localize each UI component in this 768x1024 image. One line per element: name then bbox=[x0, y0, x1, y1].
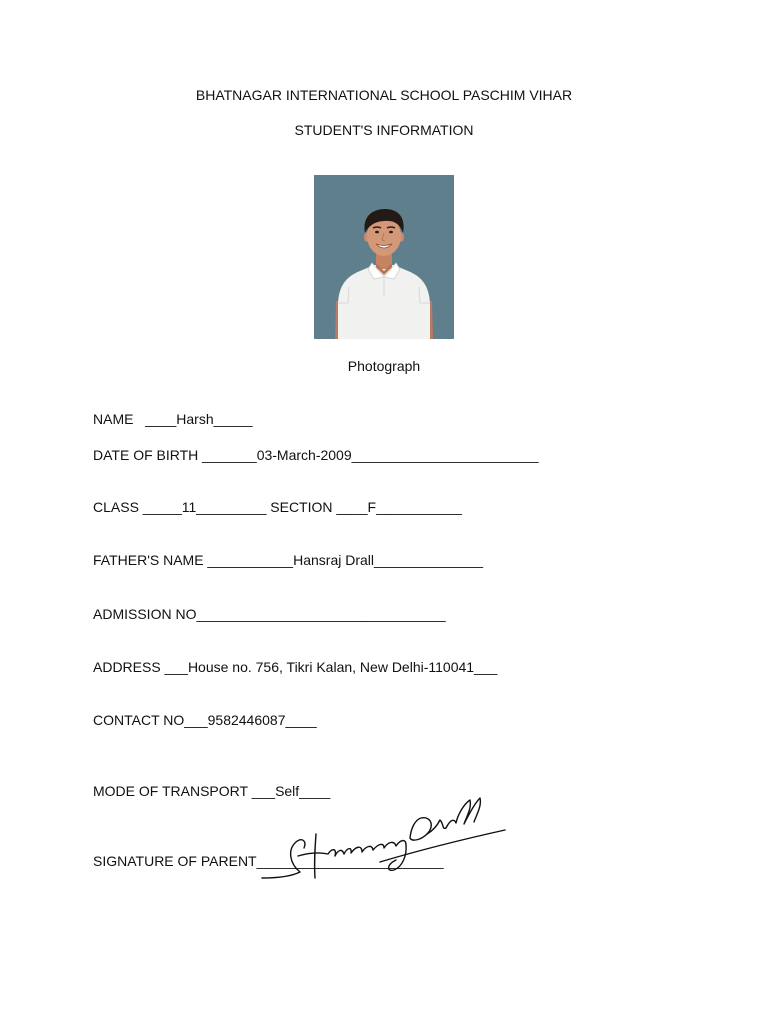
class-value: 11 bbox=[181, 499, 197, 515]
address-value: House no. 756, Tikri Kalan, New Delhi-110041 bbox=[187, 659, 475, 675]
class-blank-before: _____ bbox=[138, 499, 182, 515]
class-section-field bbox=[93, 499, 462, 515]
contact-no-blank-after: ____ bbox=[285, 712, 317, 728]
address-blank-before: ___ bbox=[160, 659, 188, 675]
address-label: ADDRESS bbox=[93, 659, 161, 675]
class-blank-after: _________ bbox=[196, 499, 267, 515]
school-name: BHATNAGAR INTERNATIONAL SCHOOL PASCHIM VIHAR bbox=[195, 87, 573, 103]
fathers-name-blank-after: ______________ bbox=[374, 552, 484, 568]
fathers-name-label: FATHER'S NAME bbox=[93, 552, 204, 568]
date-of-birth-blank-after: ________________________ bbox=[351, 447, 539, 463]
name-field bbox=[93, 411, 253, 427]
signature-line: ________________________ bbox=[256, 853, 444, 869]
contact-no-label: CONTACT NO bbox=[93, 712, 185, 728]
name-value: Harsh bbox=[176, 411, 214, 427]
mode-of-transport-label: MODE OF TRANSPORT bbox=[93, 783, 248, 799]
student-photo bbox=[314, 175, 454, 339]
section-value: F bbox=[367, 499, 377, 515]
admission-no-field bbox=[93, 606, 446, 622]
fathers-name-value: Hansraj Drall bbox=[293, 552, 375, 568]
parent-signature bbox=[250, 790, 515, 885]
contact-no-value: 9582446087 bbox=[207, 712, 286, 728]
fathers-name-blank-before: ___________ bbox=[203, 552, 294, 568]
photo-caption: Photograph bbox=[347, 358, 421, 374]
class-label: CLASS bbox=[93, 499, 139, 515]
address-blank-after: ___ bbox=[474, 659, 498, 675]
admission-no-label: ADMISSION NO bbox=[93, 606, 197, 622]
form-title: STUDENT'S INFORMATION bbox=[294, 122, 474, 138]
date-of-birth-field bbox=[93, 447, 539, 463]
admission-no-blank: ________________________________ bbox=[196, 606, 446, 622]
address-field bbox=[93, 659, 497, 675]
signature-label: SIGNATURE OF PARENT bbox=[93, 853, 257, 869]
date-of-birth-blank-before: _______ bbox=[198, 447, 257, 463]
mode-of-transport-blank-before: ___ bbox=[247, 783, 276, 799]
contact-no-blank-before: ___ bbox=[184, 712, 208, 728]
name-blank-after: _____ bbox=[213, 411, 253, 427]
section-blank-after: ___________ bbox=[376, 499, 462, 515]
section-blank-before: ____ bbox=[332, 499, 368, 515]
date-of-birth-value: 03-March-2009 bbox=[256, 447, 352, 463]
section-label: SECTION bbox=[270, 499, 333, 515]
mode-of-transport-blank-after: ____ bbox=[299, 783, 331, 799]
fathers-name-field bbox=[93, 552, 483, 568]
name-blank-before: ____ bbox=[133, 411, 177, 427]
contact-no-field bbox=[93, 712, 317, 728]
name-label: NAME bbox=[93, 411, 134, 427]
date-of-birth-label: DATE OF BIRTH bbox=[93, 447, 199, 463]
mode-of-transport-value: Self bbox=[275, 783, 300, 799]
